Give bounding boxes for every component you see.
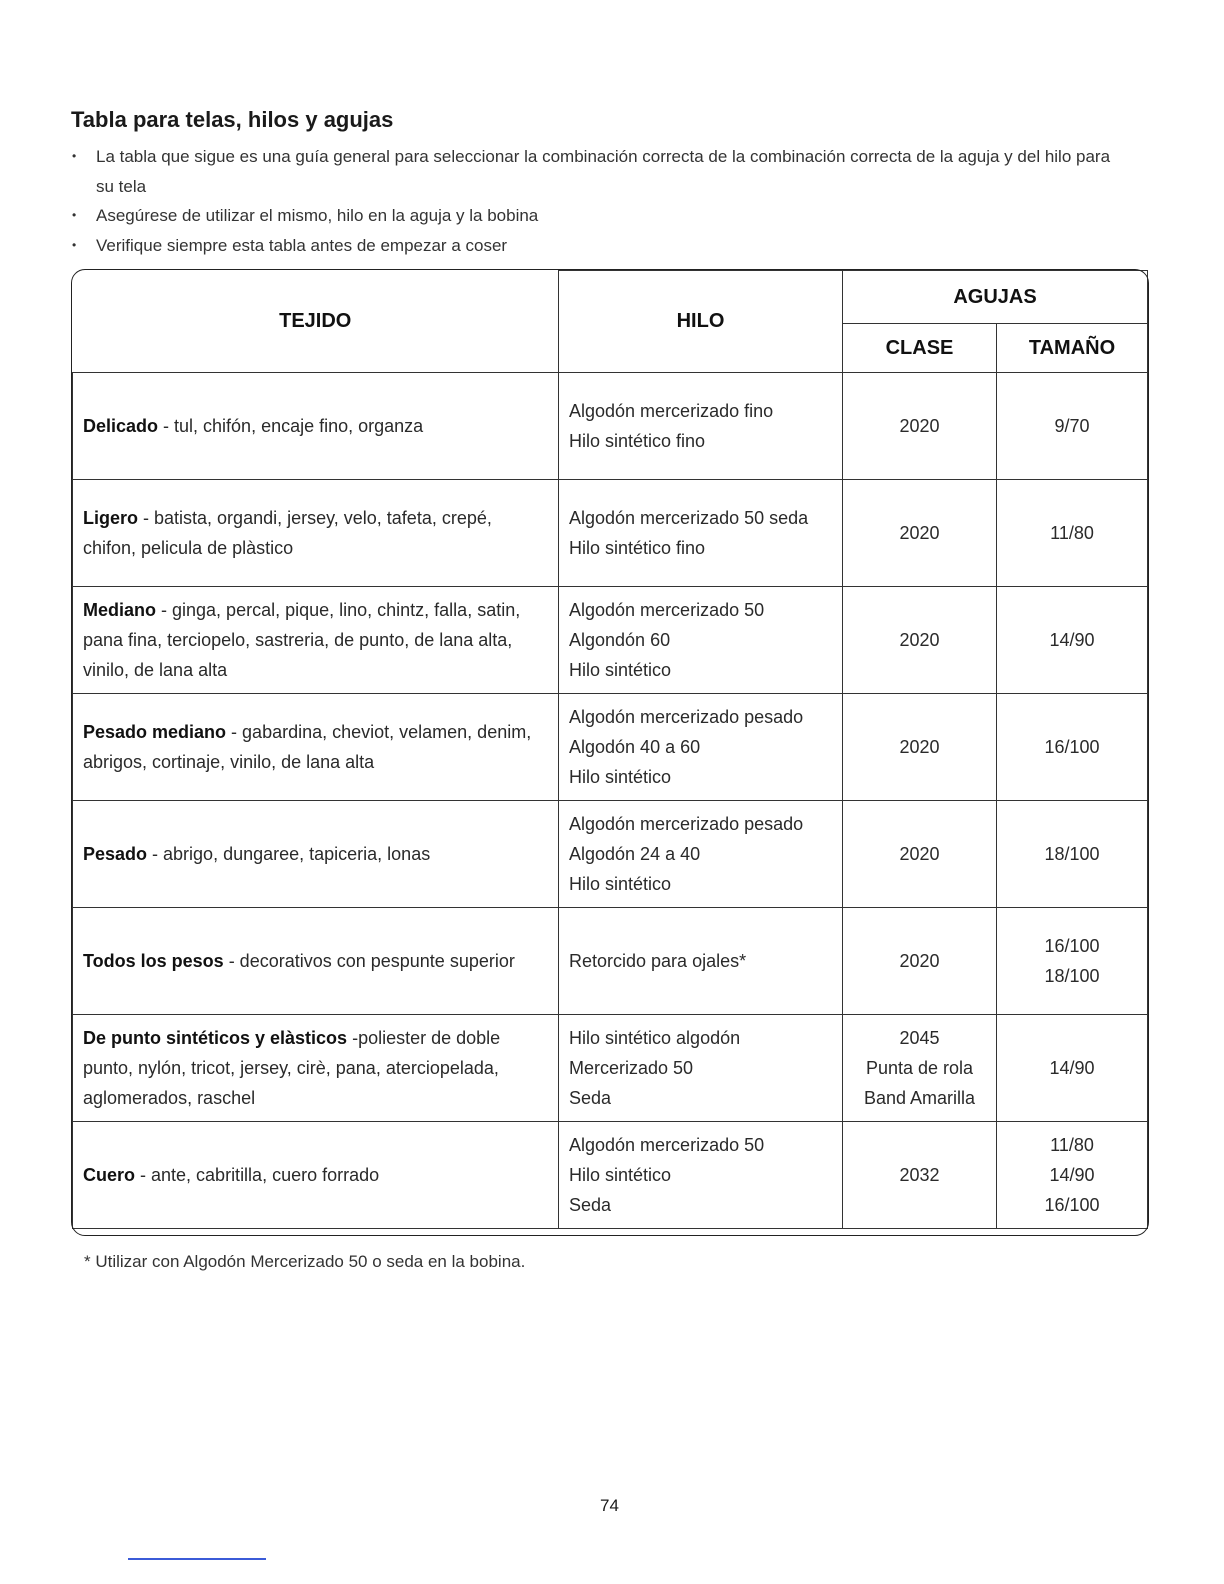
thread-cell [559, 1015, 843, 1122]
thread-line: Hilo sintético [569, 874, 672, 894]
needle-class-cell [843, 908, 997, 1015]
intro-bullets [72, 142, 1132, 260]
needle-size-line: 11/80 [1050, 1135, 1094, 1155]
fabric-cell [73, 908, 559, 1015]
thread-line: Algodón 40 a 60 [569, 737, 701, 757]
thread-cell [559, 694, 843, 801]
thread-line: Hilo sintético [569, 1165, 672, 1185]
fabric-description: - decorativos con pespunte superior [223, 951, 515, 971]
needle-class-cell [843, 694, 997, 801]
bullet-item [72, 142, 1132, 201]
thread-line: Algondón 60 [569, 630, 671, 650]
thread-line: Algodón mercerizado fino [569, 401, 774, 421]
needle-class-line: 2020 [899, 737, 940, 757]
thread-line: Mercerizado 50 [569, 1058, 694, 1078]
bullet-icon: • [72, 149, 77, 163]
needle-size-line: 16/100 [1044, 936, 1100, 956]
thread-cell [559, 587, 843, 694]
fabric-name: Todos los pesos [83, 951, 224, 971]
thread-line: Hilo sintético fino [569, 538, 706, 558]
needle-size-cell [997, 373, 1148, 480]
needle-class-line: 2020 [899, 630, 940, 650]
divider [128, 1558, 266, 1560]
needle-size-cell [997, 1015, 1148, 1122]
fabric-name: De punto sintéticos y elàsticos [83, 1028, 348, 1048]
bullet-text: La tabla que sigue es una guía general para seleccionar la combinación correcta de la combinación correcta de la aguja y del hilo para su tela [96, 147, 1111, 196]
thread-line: Algodón 24 a 40 [569, 844, 701, 864]
thread-line: Retorcido para ojales* [569, 951, 747, 971]
needle-class-line: Punta de rola [865, 1058, 974, 1078]
bullet-text: Verifique siempre esta tabla antes de empezar a coser [96, 235, 508, 255]
fabric-description: - tul, chifón, encaje fino, organza [158, 416, 424, 436]
thread-cell [559, 373, 843, 480]
needle-class-cell [843, 801, 997, 908]
fabric-cell [73, 1015, 559, 1122]
page-number: 74 [600, 1496, 619, 1515]
thread-line: Algodón mercerizado 50 [569, 600, 765, 620]
fabric-name: Pesado [83, 844, 148, 864]
header-class: CLASE [843, 324, 997, 373]
header-fabric: TEJIDO [73, 271, 559, 373]
header-needles: AGUJAS [843, 271, 1148, 324]
thread-line: Algodón mercerizado 50 [569, 1135, 765, 1155]
thread-cell [559, 480, 843, 587]
needle-size-line: 18/100 [1044, 966, 1100, 986]
thread-line: Seda [569, 1195, 612, 1215]
needle-class-cell [843, 1015, 997, 1122]
fabric-description: - ginga, percal, pique, lino, chintz, falla, satin, pana fina, terciopelo, sastreria, de punto, de lana alta, vinilo, de lana alta [83, 600, 521, 680]
footnote: * Utilizar con Algodón Mercerizado 50 o seda en la bobina. [84, 1252, 526, 1271]
needle-class-line: Band Amarilla [863, 1088, 976, 1108]
fabric-description: -poliester de doble punto, nylón, tricot, jersey, cirè, pana, aterciopelada, aglomerados, raschel [83, 1028, 501, 1108]
thread-line: Algodón mercerizado pesado [569, 707, 804, 727]
needle-size-line: 14/90 [1049, 1058, 1095, 1078]
fabric-name: Mediano [83, 600, 157, 620]
thread-line: Hilo sintético algodón [569, 1028, 741, 1048]
table-body [73, 373, 1148, 1229]
needle-class-cell [843, 587, 997, 694]
needle-size-line: 16/100 [1044, 1195, 1100, 1215]
needle-size-cell [997, 587, 1148, 694]
fabric-name: Ligero [83, 508, 139, 528]
fabric-description: - abrigo, dungaree, tapiceria, lonas [147, 844, 431, 864]
page-title: Tabla para telas, hilos y agujas [71, 107, 394, 132]
needle-class-line: 2020 [899, 951, 940, 971]
fabric-description: - ante, cabritilla, cuero forrado [135, 1165, 380, 1185]
needle-class-cell [843, 480, 997, 587]
thread-line: Hilo sintético [569, 660, 672, 680]
bullet-icon: • [72, 237, 77, 252]
table-row [73, 908, 1148, 1015]
needle-size-line: 16/100 [1044, 737, 1100, 757]
table-row [73, 1015, 1148, 1122]
table-row [73, 1122, 1148, 1229]
thread-line: Algodón mercerizado pesado [569, 814, 804, 834]
needle-size-line: 14/90 [1049, 1165, 1095, 1185]
needle-size-line: 14/90 [1049, 630, 1095, 650]
needle-size-line: 11/80 [1050, 523, 1094, 543]
fabric-cell [73, 480, 559, 587]
needle-size-cell [997, 1122, 1148, 1229]
needle-size-cell [997, 801, 1148, 908]
fabric-cell [73, 587, 559, 694]
table-row [73, 587, 1148, 694]
thread-line: Hilo sintético fino [569, 431, 706, 451]
fabric-name: Delicado [83, 416, 159, 436]
table-row [73, 480, 1148, 587]
fabric-cell [73, 801, 559, 908]
needle-size-line: 18/100 [1044, 844, 1100, 864]
thread-line: Hilo sintético [569, 767, 672, 787]
bullet-icon: • [72, 208, 77, 222]
thread-cell [559, 1122, 843, 1229]
fabric-cell [73, 1122, 559, 1229]
needle-size-cell [997, 480, 1148, 587]
table-row [73, 801, 1148, 908]
needle-size-cell [997, 908, 1148, 1015]
needle-class-line: 2020 [899, 844, 940, 864]
fabric-thread-needle-table [72, 270, 1148, 1229]
needle-class-line: 2032 [899, 1165, 940, 1185]
needle-size-cell [997, 694, 1148, 801]
fabric-cell [73, 694, 559, 801]
needle-class-line: 2020 [899, 416, 940, 436]
thread-line: Algodón mercerizado 50 seda [569, 508, 809, 528]
needle-class-line: 2020 [899, 523, 940, 543]
needle-class-cell [843, 1122, 997, 1229]
thread-line: Seda [569, 1088, 612, 1108]
header-size: TAMAÑO [997, 324, 1148, 373]
thread-cell [559, 908, 843, 1015]
bullet-text: Asegúrese de utilizar el mismo, hilo en la aguja y la bobina [96, 206, 539, 225]
table-row [73, 694, 1148, 801]
fabric-name: Cuero [83, 1165, 136, 1185]
needle-size-line: 9/70 [1054, 416, 1090, 436]
bullet-item [72, 231, 1132, 261]
bullet-item [72, 201, 1132, 231]
fabric-cell [73, 373, 559, 480]
fabric-name: Pesado mediano [83, 722, 227, 742]
needle-class-cell [843, 373, 997, 480]
fabric-description: - gabardina, cheviot, velamen, denim, abrigos, cortinaje, vinilo, de lana alta [83, 722, 532, 772]
needle-class-line: 2045 [899, 1028, 940, 1048]
header-thread: HILO [559, 271, 843, 373]
table-row [73, 373, 1148, 480]
fabric-description: - batista, organdi, jersey, velo, tafeta, crepé, chifon, pelicula de plàstico [83, 508, 492, 558]
thread-cell [559, 801, 843, 908]
